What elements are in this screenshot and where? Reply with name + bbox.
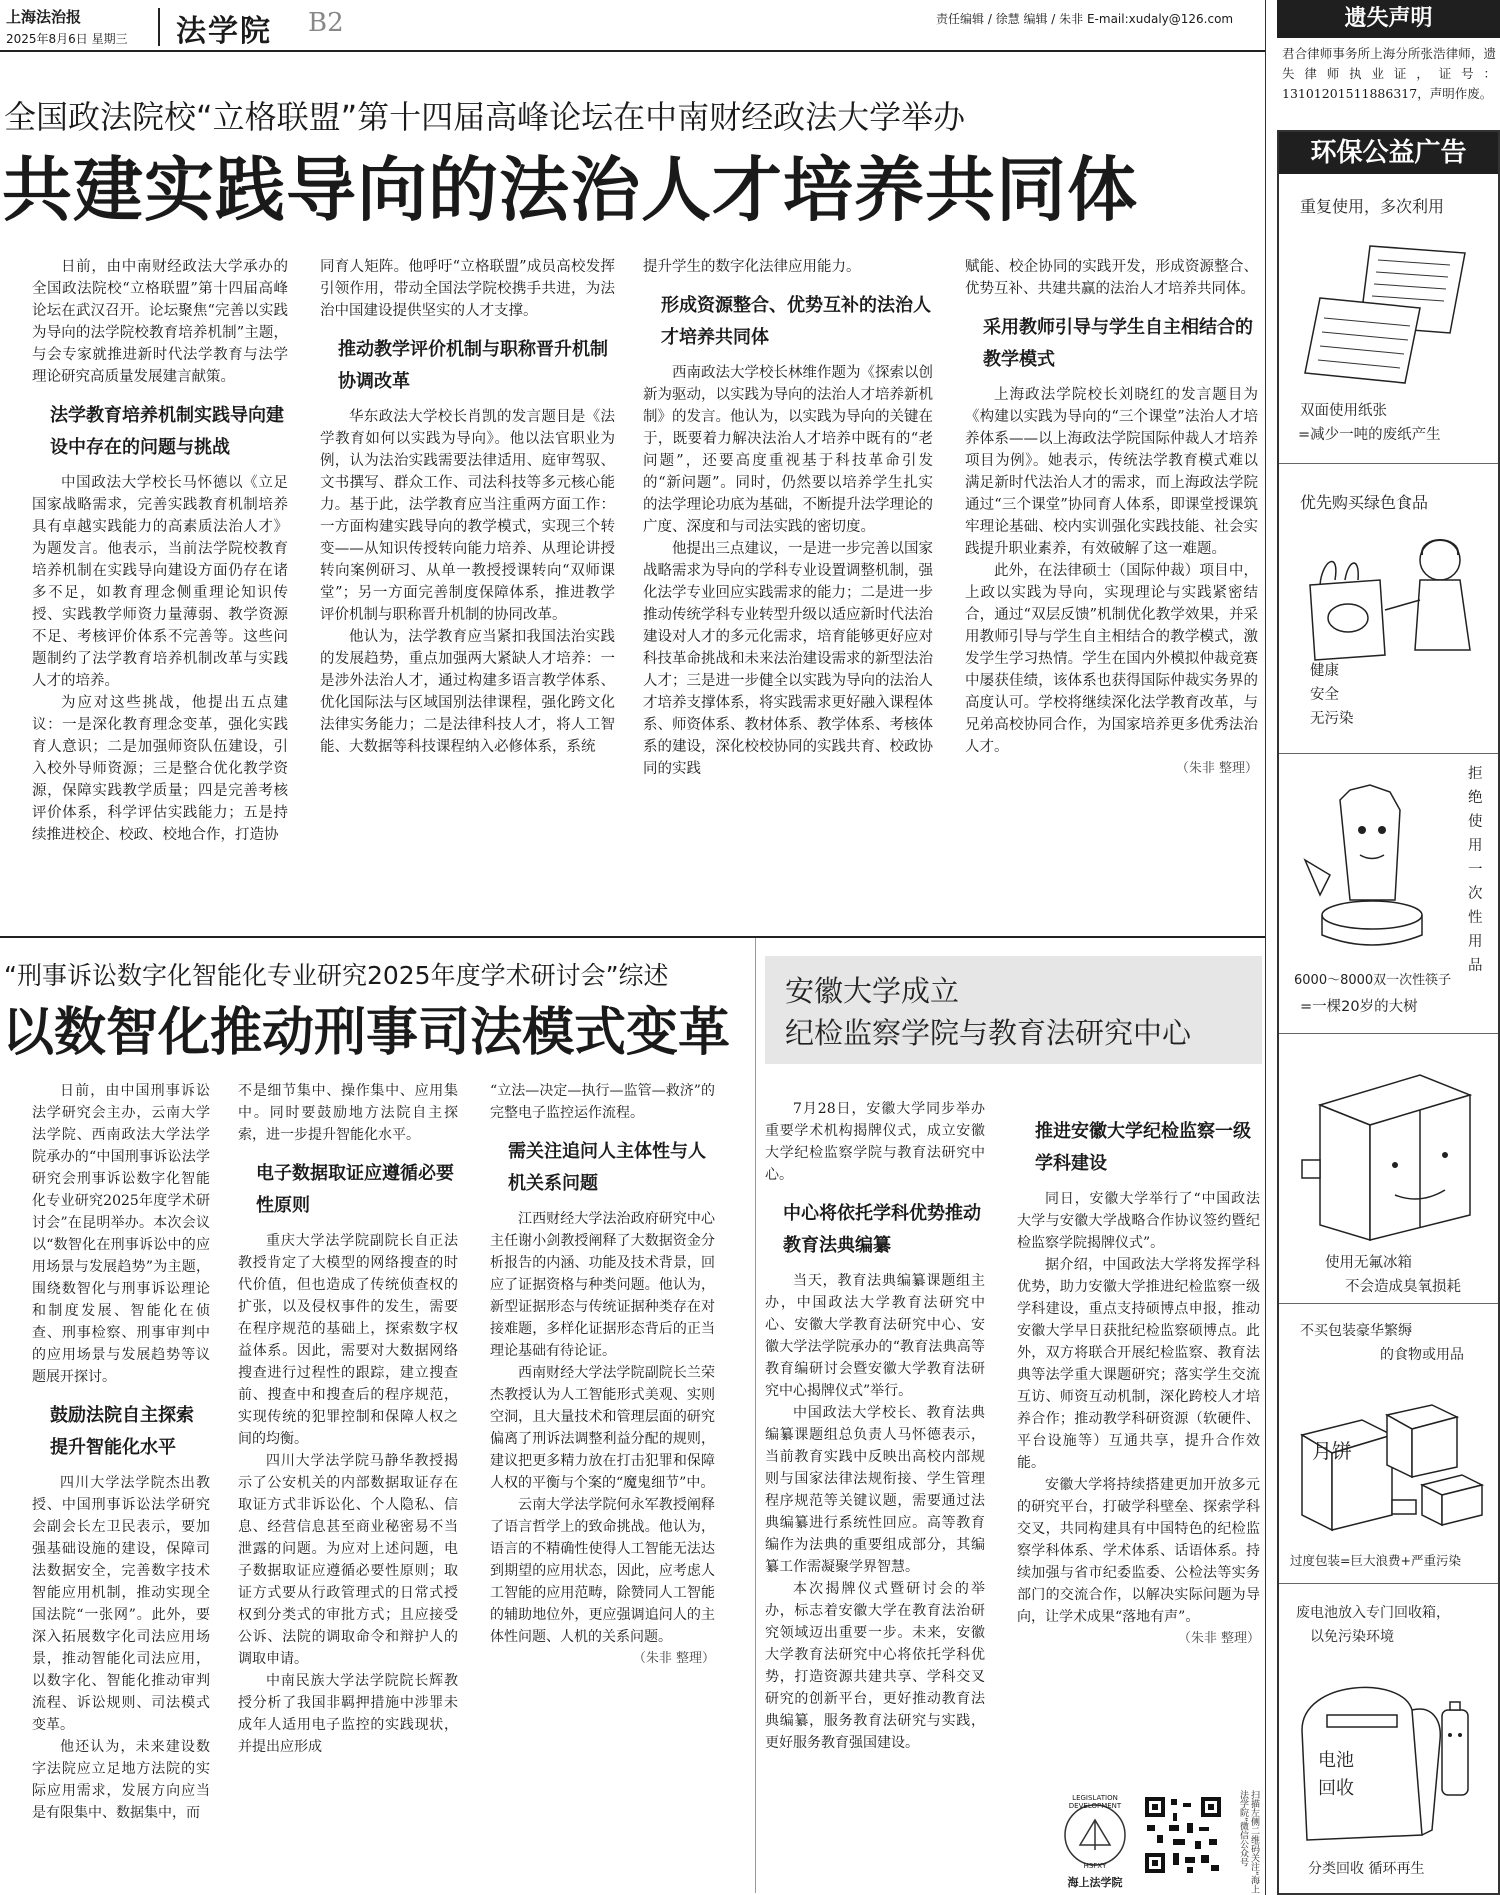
story3-column-1 — [765, 1098, 985, 1754]
logo-caption-cn: 海上法学院 — [1067, 1876, 1123, 1889]
lead-subhead: 推动教学评价机制与职称晋升机制协调改革 — [338, 339, 608, 392]
section-rule — [0, 936, 1265, 938]
editor-line: 责任编辑 / 徐慧 编辑 / 朱非 E-mail:xudaly@126.com — [936, 12, 1234, 26]
story3-headline-line: 安徽大学成立 — [785, 974, 960, 1008]
lead-signature: （朱非 整理） — [1175, 761, 1258, 776]
ad-caption: 6000～8000双一次性筷子 — [1294, 973, 1452, 988]
story2-paragraph: 不是细节集中、操作集中、应用集中。同时要鼓励地方法院自主探索，进一步提升智能化水平。 — [238, 1083, 458, 1143]
lead-paragraph: 他提出三点建议，一是进一步完善以国家战略需求为导向的学科专业设置调整机制，强化法学专业回应实践需求的能力；二是进一步推动传统学科专业转型升级以适应新时代法治建设对人才的多元化需求，培育能够更好应对科技革命挑战和未来法治建设需求的新型法治人才；三是进一步健全以实践为导向的法治人才培养支撑体系，将实践需求更好融入课程体系、师资体系、教材体系、教学体系、考核体系的建设，深化校校协同的实践共育、校政协同的实践 — [643, 541, 933, 777]
story2-paragraph: “立法—决定—执行—监管—救济”的完整电子监控运作流程。 — [490, 1083, 715, 1121]
shopping-bag-girl-icon — [1300, 530, 1480, 670]
page-number: B2 — [308, 8, 344, 38]
ad-caption: 拒绝使用一次性用品 — [1468, 766, 1483, 974]
story2-paragraph: 西南财经大学法学院副院长兰荣杰教授认为人工智能形式美观、实则空洞，且大量技术和管理层面的研究偏离了刑诉法调整利益分配的规则，建议把更多精力放在打击犯罪和保障人权的平衡与个案的“魔鬼细节”中。 — [490, 1365, 715, 1491]
story3-headline — [785, 970, 1191, 1054]
qr-code[interactable] — [1143, 1795, 1223, 1875]
story2-signature: （朱非 整理） — [632, 1651, 715, 1666]
story3-paragraph: 本次揭牌仪式暨研讨会的举办，标志着安徽大学在教育法治研究领域迈出重要一步。未来，安徽大学教育法研究中心将依托学科优势，打造资源共建共享、学科交叉研究的创新平台，更好推动教育法典编纂，服务教育法研究与实践，更好服务教育强国建设。 — [765, 1581, 985, 1751]
ad-caption: 健康 — [1310, 663, 1339, 679]
story2-paragraph: 他还认为，未来建设数字法院应立足地方法院的实际应用需求，发展方向应当是有限集中、数据集中，而 — [32, 1739, 210, 1821]
logo-caption-en: LEGISLATION DEVELOPMENT — [1068, 1794, 1122, 1810]
lead-paragraph: 他认为，法学教育应当紧扣我国法治实践的发展趋势，重点加强两大紧缺人才培养：一是涉外法治人才，通过构建多语言教学体系、优化国际法与区域国别法律课程，强化跨文化法律实务能力；二是法律科技人才，将人工智能、大数据等科技课程纳入必修体系，系统 — [320, 629, 615, 755]
story2-paragraph: 江西财经大学法治政府研究中心主任谢小剑教授阐释了大数据资金分析报告的内涵、功能及技术背景，回应了证据资格与种类问题。他认为，新型证据形态与传统证据种类存在对接难题，多样化证据形态背后的正当理论基础有待论证。 — [490, 1211, 715, 1359]
lead-paragraph: 中国政法大学校长马怀德以《立足国家战略需求，完善实践教育机制培养具有卓越实践能力的高素质法治人才》为题发言。他表示，当前法学院校教育培养机制在实践导向建设方面仍存在诸多不足，如教育理念侧重理论知识传授、实践教学师资力量薄弱、教学资源不足、考核评价体系不完善等。这些问题制约了法学教育培养机制改革与实践人才的培养。 — [32, 475, 288, 689]
lead-paragraph: 华东政法大学校长肖凯的发言题目是《法学教育如何以实践为导向》。他以法官职业为例，认为法治实践需要法律适用、庭审驾驭、文书撰写、群众工作、司法科技等多元核心能力。基于此，法学教育应当注重两方面工作：一方面构建实践导向的教学模式，实现三个转变——从知识传授转向能力培养、从理论讲授转向案例研习、从单一教授授课转向“双师课堂”；另一方面完善制度保障体系，推进教学评价机制与职称晋升机制的协同改革。 — [320, 409, 615, 623]
lead-column-2 — [320, 256, 615, 758]
lost-notice-text: 君合律师事务所上海分所张浩律师，遗失律师执业证，证号：13101201511886317，声明作废。 — [1282, 46, 1496, 101]
logo-caption-abbr: HSFXY — [1083, 1862, 1107, 1870]
lead-paragraph: 此外，在法律硕士（国际仲裁）项目中，上政以实践为导向，实现理论与实践紧密结合，通过“双层反馈”机制优化教学效果，并采用教师引导与学生自主相结合的教学模式，激发学生学习热情。学生在国内外模拟仲裁竞赛中屡获佳绩，该体系也获得国际仲裁实务界的高度认可。学校将继续深化法学教育改革，与兄弟高校协同合作，为国家培养更多优秀法治人才。 — [965, 563, 1258, 755]
fridge-icon — [1300, 1055, 1480, 1245]
ad-caption: 安全 — [1310, 687, 1339, 703]
story3-subhead: 推进安徽大学纪检监察一级学科建设 — [1035, 1121, 1251, 1174]
masthead-divider — [158, 8, 160, 46]
section-name: 法学院 — [176, 14, 272, 49]
lead-column-3 — [643, 256, 933, 780]
lead-paragraph: 上海政法学院校长刘晓红的发言题目为《构建以实践为导向的“三个课堂”法治人才培养体系——以上海政法学院国际仲裁人才培养项目为例》。她表示，传统法学教育模式难以满足新时代法治人才的需求，而上海政法学院通过“三个课堂”协同育人体系，即课堂授课筑牢理论基础、校内实训强化实践技能、社会实践提升职业素养，有效破解了这一难题。 — [965, 387, 1258, 557]
story3-paragraph: 7月28日，安徽大学同步举办重要学术机构揭牌仪式，成立安徽大学纪检监察学院与教育法研究中心。 — [765, 1101, 985, 1183]
story2-headline: 以数智化推动刑事司法模式变革 — [2, 1002, 731, 1063]
ad-caption: 以免污染环境 — [1310, 1629, 1394, 1645]
ad-caption: 电池 — [1318, 1750, 1354, 1771]
paper-sheets-icon — [1300, 238, 1480, 388]
column-rule — [755, 938, 756, 1893]
story2-paragraph: 重庆大学法学院副院长自正法教授肯定了大模型的网络搜查的时代价值，但也造成了传统侦查权的扩张，以及侵权事件的发生，需要在程序规范的基础上，探索数字权益体系。因此，需要对大数据网络搜查进行过程性的跟踪，建立搜查前、搜查中和搜查后的程序规范，实现传统的犯罪控制和保障人权之间的均衡。 — [238, 1233, 458, 1447]
story2-paragraph: 中南民族大学法学院院长辉教授分析了我国非羁押措施中涉罪未成年人适用电子监控的实践现状，并提出应形成 — [238, 1673, 458, 1755]
lead-kicker: 全国政法院校“立格联盟”第十四届高峰论坛在中南财经政法大学举办 — [4, 98, 966, 136]
lead-paragraph: 赋能、校企协同的实践开发，形成资源整合、优势互补、共建共赢的法治人才培养共同体。 — [965, 259, 1258, 297]
sidebar-rule — [1265, 0, 1266, 1895]
ad-caption: 过度包装=巨大浪费+严重污染 — [1290, 1553, 1461, 1568]
story3-paragraph: 安徽大学将持续搭建更加开放多元的研究平台，打破学科壁垒、探索学科交叉，共同构建具有中国特色的纪检监察学科体系、学术体系、话语体系。持续加强与省市纪委监委、公检法等实务部门的交流合作，以解决实际问题为导向，让学术成果“落地有声”。 — [1017, 1477, 1260, 1625]
story2-subhead: 需关注追问人主体性与人机关系问题 — [508, 1141, 706, 1194]
ad-caption: 使用无氟冰箱 — [1325, 1255, 1412, 1271]
story2-column-2 — [238, 1080, 458, 1758]
story3-signature: （朱非 整理） — [1177, 1631, 1260, 1646]
ad-caption: 不会造成臭氧损耗 — [1345, 1279, 1461, 1295]
lead-paragraph: 为应对这些挑战，他提出五点建议：一是深化教育理念变革，强化实践育人意识；二是加强师资队伍建设，引入校外导师资源；三是整合优化教学资源，保障实践教学质量；四是完善考核评价体系，科学评估实践能力；五是持续推进校企、校政、校地合作，打造协 — [32, 695, 288, 843]
story2-column-1 — [32, 1080, 210, 1824]
lead-paragraph: 西南政法大学校长林维作题为《探索以创新为驱动，以实践为导向的法治人才培养新机制》的发言。他认为，以实践为导向的关键在于，既要着力解决法治人才培养中既有的“老问题”，还要高度重视基于科技革命引发的“新问题”。同时，仍然要以培养学生扎实的法学理论功底为基础，不断提升法学理论的广度、深度和与司法实践的密切度。 — [643, 365, 933, 535]
ad-caption: 的食物或用品 — [1380, 1347, 1464, 1363]
ad-caption: 双面使用纸张 — [1300, 403, 1387, 419]
issue-date: 2025年8月6日 星期三 — [6, 32, 128, 46]
story3-subhead: 中心将依托学科优势推动教育法典编纂 — [783, 1203, 981, 1256]
ad-caption: 分类回收 循环再生 — [1308, 1861, 1425, 1877]
ad-title: 环保公益广告 — [1279, 132, 1498, 174]
ad-caption: 回收 — [1318, 1778, 1354, 1799]
story3-paragraph: 据介绍，中国政法大学将发挥学科优势，助力安徽大学推进纪检监察一级学科建设，重点支持硕博点申报，推动安徽大学早日获批纪检监察硕博点。此外，双方将联合开展纪检监察、教育法典等法学重大课题研究；落实学生交流互访、师资互动机制，深化跨校人才培养合作；推动教学科研资源（软硬件、平台设施等）互通共享，提升合作效能。 — [1017, 1257, 1260, 1471]
story3-column-2 — [1017, 1098, 1260, 1650]
lead-column-4 — [965, 256, 1258, 780]
story3-paragraph: 中国政法大学校长、教育法典编纂课题组总负责人马怀德表示，当前教育实践中反映出高校内部规则与国家法律法规衔接、学生管理程序规范等关键议题，需要通过法典编纂进行系统性回应。高等教育编作为法典的重要组成部分，其编纂工作需凝聚学界智慧。 — [765, 1405, 985, 1575]
lead-paragraph: 提升学生的数字化法律应用能力。 — [643, 259, 861, 275]
mooncake-label: 月饼 — [1312, 1439, 1352, 1463]
ad-caption: 不买包装豪华繁缛 — [1300, 1323, 1412, 1339]
story2-paragraph: 云南大学法学院何永军教授阐释了语言哲学上的致命挑战。他认为，语言的不精确性使得人工智能无法达到期望的应用状态，因此，应考虑人工智能的应用范畴，除赞同人工智能的辅助地位外，更应强调追问人的主体性问题、人机的关系问题。 — [490, 1497, 715, 1645]
lead-column-1 — [32, 256, 288, 846]
ad-caption: 废电池放入专门回收箱， — [1296, 1605, 1450, 1621]
lead-subhead: 采用教师引导与学生自主相结合的教学模式 — [983, 317, 1253, 370]
ad-caption: =减少一吨的废纸产生 — [1298, 427, 1441, 443]
story3-paragraph: 当天，教育法典编纂课题组主办，中国政法大学教育法研究中心、安徽大学教育法研究中心、安徽大学法学院承办的“教育法典高等教育编研讨会暨安徽大学教育法研究中心揭牌仪式”举行。 — [765, 1273, 985, 1399]
ad-caption: 优先购买绿色食品 — [1300, 493, 1429, 512]
lost-notice-title: 遗失声明 — [1277, 0, 1500, 38]
school-logo — [1045, 1790, 1145, 1890]
ad-caption: 无污染 — [1310, 711, 1354, 727]
story2-subhead: 电子数据取证应遵循必要性原则 — [256, 1163, 454, 1216]
lead-subhead: 法学教育培养机制实践导向建设中存在的问题与挑战 — [50, 405, 284, 458]
paper-name: 上海法治报 — [6, 8, 82, 26]
story2-kicker: “刑事诉讼数字化智能化专业研究2025年度学术研讨会”综述 — [4, 961, 669, 990]
ad-caption: =一棵20岁的大树 — [1300, 999, 1418, 1015]
lead-headline: 共建实践导向的法治人才培养共同体 — [2, 148, 1138, 231]
story2-paragraph: 日前，由中国刑事诉讼法学研究会主办，云南大学法学院、西南政法大学法学院承办的“中国刑事诉讼法学研究会刑事诉讼数字化智能化专业研究2025年度学术研讨会”在昆明举办。本次会议以“数智化在刑事诉讼中的应用场景与发展趋势”为主题，围绕数智化与刑事诉讼理论和制度发展、智能化在侦查、刑事检察、刑事审判中的应用场景与发展趋势等议题展开探讨。 — [32, 1083, 210, 1385]
story3-headline-line: 纪检监察学院与教育法研究中心 — [785, 1016, 1192, 1050]
qr-code-icon — [1143, 1795, 1223, 1875]
story2-subhead: 鼓励法院自主探索提升智能化水平 — [50, 1405, 194, 1458]
lead-subhead: 形成资源整合、优势互补的法治人才培养共同体 — [661, 295, 931, 348]
story3-paragraph: 同日，安徽大学举行了“中国政法大学与安徽大学战略合作协议签约暨纪检监察学院揭牌仪式”。 — [1017, 1191, 1260, 1251]
lead-paragraph: 日前，由中南财经政法大学承办的全国政法院校“立格联盟”第十四届高峰论坛在武汉召开。论坛聚焦“完善以实践为导向的法学院校教育培养机制”主题，与会专家就推进新时代法学教育与法学理论研究高质量发展建言献策。 — [32, 259, 288, 385]
story2-column-3 — [490, 1080, 715, 1670]
lead-paragraph: 同育人矩阵。他呼吁“立格联盟”成员高校发挥引领作用，带动全国法学院校携手共进，为法治中国建设提供坚实的人才支撑。 — [320, 259, 615, 319]
story2-paragraph: 四川大学法学院杰出教授、中国刑事诉讼法学研究会副会长左卫民表示，要加强基础设施的建设，保障司法数据安全，完善数字技术智能应用机制，推动实现全国法院“一张网”。此外，要深入拓展数字化司法应用场景，推动智能化司法应用，以数字化、智能化推动审判流程、诉讼规则、司法模式变革。 — [32, 1475, 210, 1733]
ad-caption: 重复使用，多次利用 — [1300, 197, 1445, 216]
story2-paragraph: 四川大学法学院马静华教授揭示了公安机关的内部数据取证存在取证方式非诉讼化、个人隐私、信息、经营信息甚至商业秘密易不当泄露的问题。为应对上述问题，电子数据取证应遵循必要性原则；取证方式要从行政管理式的日常式授权到分类式的审批方式；且应接受公诉、法院的调取命令和辩护人的调取申请。 — [238, 1453, 458, 1667]
tree-stump-icon — [1290, 770, 1450, 950]
qr-caption: 扫描左侧二维码关注“海上法学院”微信公众号 — [1238, 1790, 1259, 1894]
